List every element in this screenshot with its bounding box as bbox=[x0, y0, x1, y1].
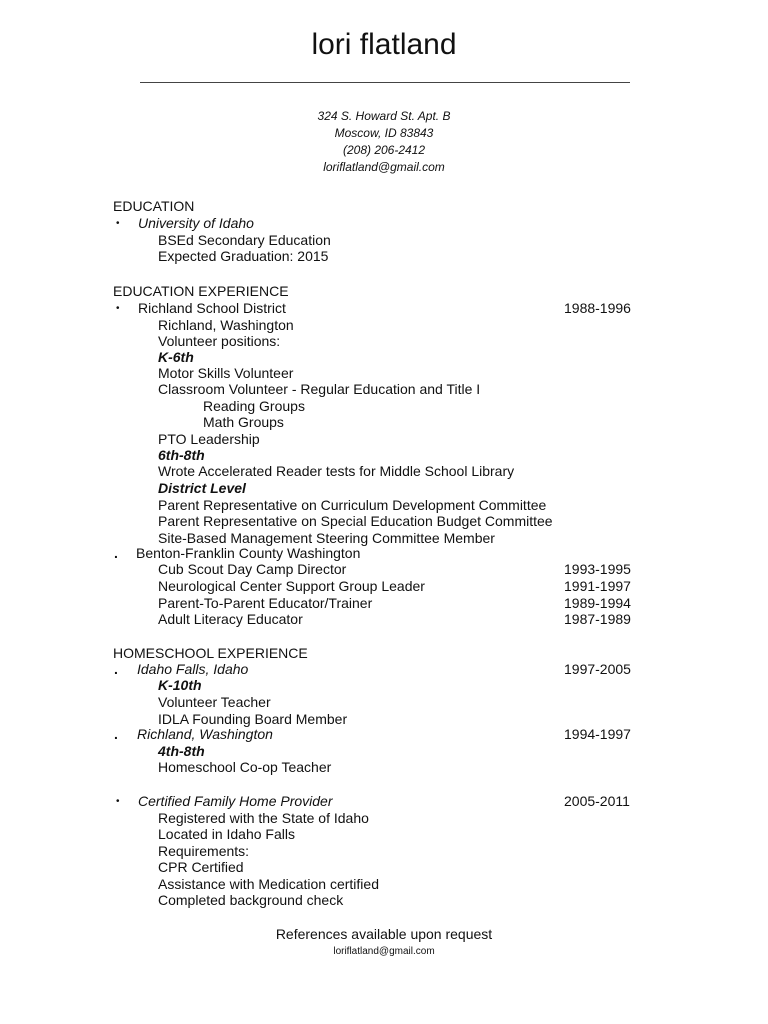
benton-item-label: Adult Literacy Educator bbox=[158, 611, 303, 627]
contact-address: 324 S. Howard St. Apt. B bbox=[317, 109, 451, 123]
bullet: • bbox=[116, 218, 120, 229]
idaho-falls-years: 1997-2005 bbox=[564, 661, 631, 677]
cpr-item: CPR Certified bbox=[158, 859, 244, 875]
education-degree: BSEd Secondary Education bbox=[158, 232, 331, 248]
curriculum-committee-item: Parent Representative on Curriculum Development Committee bbox=[158, 497, 547, 513]
accelerated-reader-item: Wrote Accelerated Reader tests for Middle School Library bbox=[158, 463, 515, 479]
requirements-label: Requirements: bbox=[158, 843, 250, 859]
volunteer-positions-label: Volunteer positions: bbox=[158, 333, 281, 349]
motor-skills-item: Motor Skills Volunteer bbox=[158, 365, 294, 381]
background-check-item: Completed background check bbox=[158, 892, 344, 908]
section-heading-homeschool: HOMESCHOOL EXPERIENCE bbox=[113, 645, 308, 661]
site-based-committee-item: Site-Based Management Steering Committee Member bbox=[158, 530, 495, 546]
header-divider bbox=[140, 82, 630, 83]
bullet: . bbox=[114, 726, 118, 742]
references-note: References available upon request bbox=[275, 926, 493, 942]
family-home-title: Certified Family Home Provider bbox=[138, 793, 333, 809]
benton-item-label: Neurological Center Support Group Leader bbox=[158, 578, 425, 594]
richland-district-years: 1988-1996 bbox=[564, 300, 631, 316]
pto-leadership-item: PTO Leadership bbox=[158, 431, 260, 447]
bullet: • bbox=[116, 303, 120, 314]
richland-washington-years: 1994-1997 bbox=[564, 726, 631, 742]
section-heading-education-experience: EDUCATION EXPERIENCE bbox=[113, 283, 289, 299]
volunteer-teacher-item: Volunteer Teacher bbox=[158, 694, 271, 710]
section-heading-education: EDUCATION bbox=[113, 198, 195, 214]
district-level-label: District Level bbox=[158, 480, 246, 496]
footer-email: loriflatland@gmail.com bbox=[333, 946, 435, 957]
grade-range-6-8: 6th-8th bbox=[158, 447, 205, 463]
richland-district-title: Richland School District bbox=[138, 300, 286, 316]
idla-board-item: IDLA Founding Board Member bbox=[158, 711, 348, 727]
benton-item-years: 1991-1997 bbox=[564, 578, 631, 594]
richland-location: Richland, Washington bbox=[158, 317, 294, 333]
benton-item-years: 1987-1989 bbox=[564, 611, 631, 627]
grade-range-k6: K-6th bbox=[158, 349, 194, 365]
family-home-years: 2005-2011 bbox=[564, 793, 630, 809]
richland-washington-title: Richland, Washington bbox=[137, 726, 273, 742]
benton-item-label: Cub Scout Day Camp Director bbox=[158, 561, 347, 577]
bullet: • bbox=[116, 796, 120, 807]
benton-item-years: 1989-1994 bbox=[564, 595, 631, 611]
grade-range-4-8: 4th-8th bbox=[158, 743, 205, 759]
benton-item-years: 1993-1995 bbox=[564, 561, 631, 577]
education-school: University of Idaho bbox=[138, 215, 254, 231]
math-groups-item: Math Groups bbox=[203, 414, 284, 430]
resume-name: lori flatland bbox=[311, 28, 457, 61]
medication-item: Assistance with Medication certified bbox=[158, 876, 379, 892]
reading-groups-item: Reading Groups bbox=[203, 398, 305, 414]
contact-phone: (208) 206-2412 bbox=[342, 143, 426, 157]
education-graduation: Expected Graduation: 2015 bbox=[158, 248, 329, 264]
bullet: . bbox=[114, 661, 118, 677]
homeschool-coop-item: Homeschool Co-op Teacher bbox=[158, 759, 332, 775]
benton-franklin-title: Benton-Franklin County Washington bbox=[136, 545, 361, 561]
contact-email: loriflatland@gmail.com bbox=[323, 160, 445, 174]
benton-item-label: Parent-To-Parent Educator/Trainer bbox=[158, 595, 373, 611]
registered-item: Registered with the State of Idaho bbox=[158, 810, 369, 826]
located-item: Located in Idaho Falls bbox=[158, 826, 295, 842]
contact-city: Moscow, ID 83843 bbox=[334, 126, 434, 140]
idaho-falls-title: Idaho Falls, Idaho bbox=[137, 661, 249, 677]
special-education-committee-item: Parent Representative on Special Education Budget Committee bbox=[158, 513, 553, 529]
classroom-volunteer-item: Classroom Volunteer - Regular Education and Title I bbox=[158, 381, 481, 397]
bullet: . bbox=[114, 545, 118, 561]
grade-range-k10: K-10th bbox=[158, 677, 202, 693]
